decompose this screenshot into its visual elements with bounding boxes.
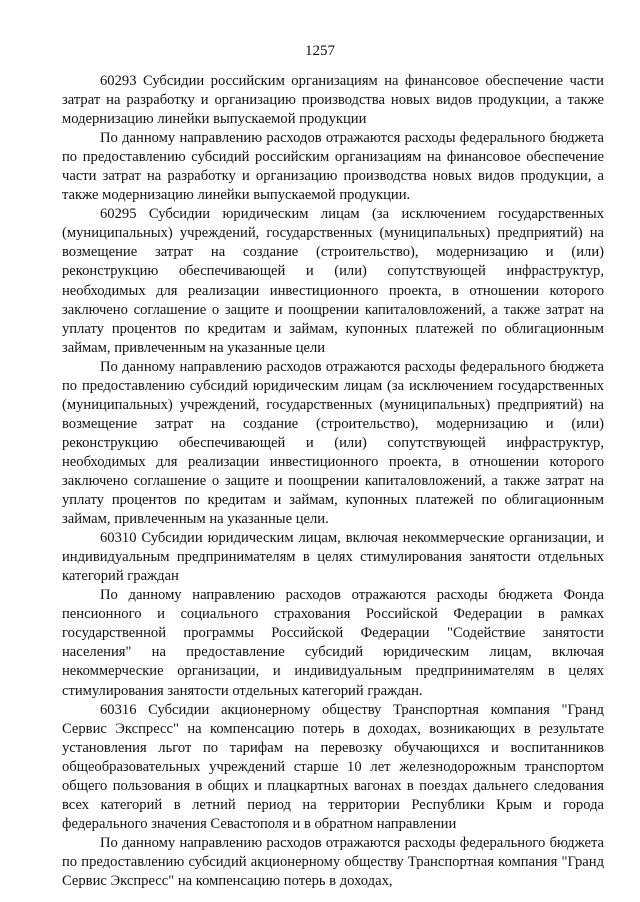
paragraph-60316-description: По данному направлению расходов отражаются расходы федерального бюджета по предоставлению субсидий акционерному обществу Транспортная компания "Гранд Сервис Экспресс" на компенсацию потерь в доходах, bbox=[62, 834, 604, 889]
paragraph-60293-description: По данному направлению расходов отражаются расходы федерального бюджета по предоставлению субсидий российским организациям на финансовое обеспечение части затрат на разработку и организацию производства новых видов продукции, а также модернизацию линейки выпускаемой продукции. bbox=[62, 130, 604, 204]
page-number: 1257 bbox=[305, 43, 335, 59]
paragraph-60295-heading: 60295 Субсидии юридическим лицам (за исключением государственных (муниципальных) учреждений, государственных (муниципальных) предприятий) на возмещение затрат на создание (строительство), модернизацию и (или) реконструкцию обеспечивающей и (или) сопутствующей инфраструктур, необходимых для реализации инвестиционного проекта, в отношении которого заключено соглашение о защите и поощрении капиталовложений, а также затрат на уплату процентов по кредитам и займам, купонных платежей по облигационным займам, привлеченным на указанные цели bbox=[62, 206, 604, 356]
paragraph-60310-description: По данному направлению расходов отражаются расходы бюджета Фонда пенсионного и социального страхования Российской Федерации в рамках государственной программы Российской Федерации "Содействие занятости населения" на предоставление субсидий юридическим лицам, включая некоммерческие организации, и индивидуальным предпринимателям в целях стимулирования занятости отдельных категорий граждан. bbox=[62, 587, 604, 699]
paragraph-60310-heading: 60310 Субсидии юридическим лицам, включая некоммерческие организации, и индивидуальным предпринимателям в целях стимулирования занятости отдельных категорий граждан bbox=[62, 530, 604, 585]
document-body bbox=[62, 72, 604, 891]
paragraph-60295-description: По данному направлению расходов отражаются расходы федерального бюджета по предоставлению субсидий юридическим лицам (за исключением государственных (муниципальных) учреждений, государственных (муниципальных) предприятий) на возмещение затрат на создание (строительство), модернизацию и (или) реконструкцию обеспечивающей и (или) сопутствующей инфраструктур, необходимых для реализации инвестиционного проекта, в отношении которого заключено соглашение о защите и поощрении капиталовложений, а также затрат на уплату процентов по кредитам и займам, купонных платежей по облигационным займам, привлеченным на указанные цели. bbox=[62, 358, 604, 528]
paragraph-60293-heading: 60293 Субсидии российским организациям на финансовое обеспечение части затрат на разработку и организацию производства новых видов продукции, а также модернизацию линейки выпускаемой продукции bbox=[62, 73, 604, 128]
paragraph-60316-heading: 60316 Субсидии акционерному обществу Транспортная компания "Гранд Сервис Экспресс" на компенсацию потерь в доходах, возникающих в результате установления льгот по тарифам на перевозку обучающихся и воспитанников общеобразовательных учреждений старше 10 лет железнодорожным транспортом общего пользования в общих и плацкартных вагонах в поездах дальнего следования всех категорий в летний период на территории Республики Крым и города федерального значения Севастополя и в обратном направлении bbox=[62, 701, 604, 832]
